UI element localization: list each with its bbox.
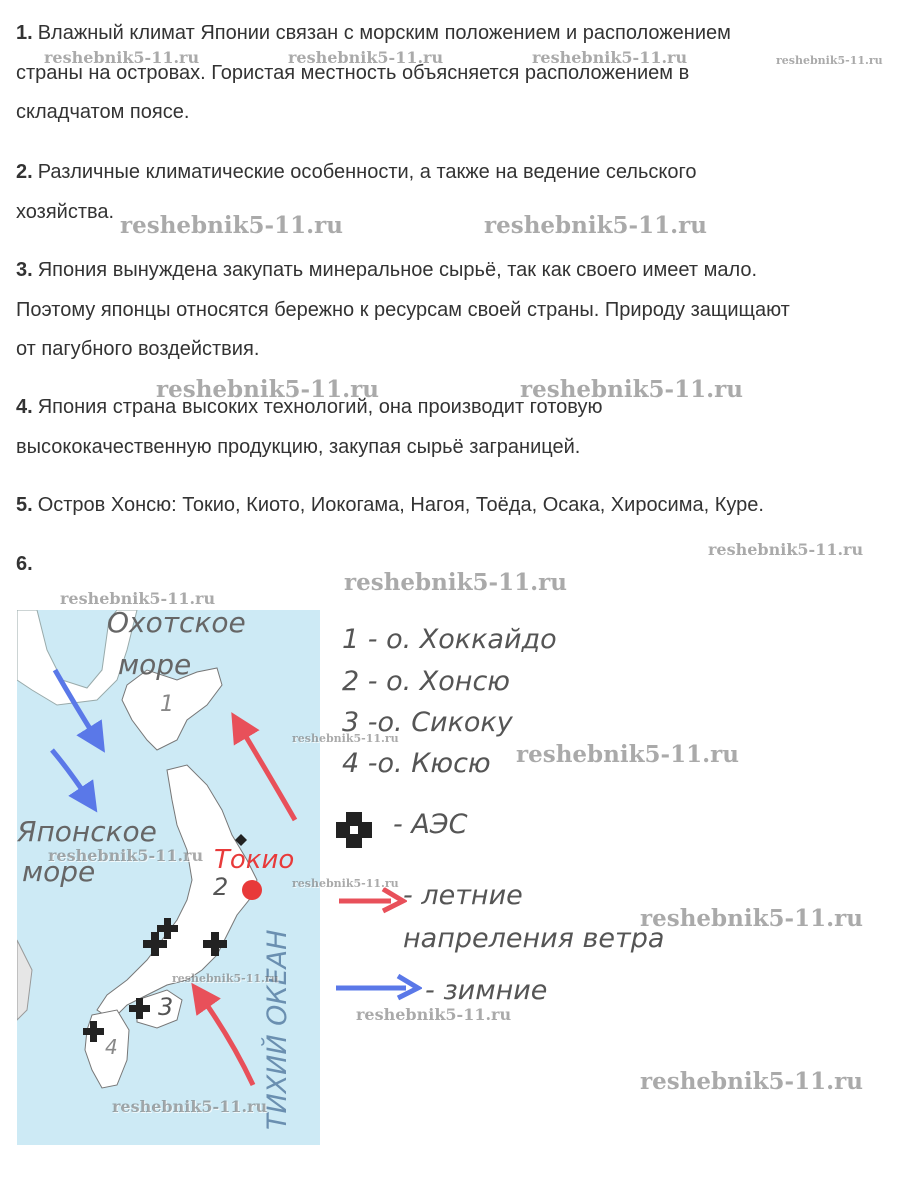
watermark: reshebnik5-11.ru <box>344 569 567 596</box>
legend-island: 3 -о. Сикоку <box>342 707 513 738</box>
answer-line: от пагубного воздействия. <box>16 338 260 360</box>
watermark: reshebnik5-11.ru <box>120 212 343 239</box>
answer-line: Остров Хонсю: Токио, Киото, Иокогама, Нагоя, Тоёда, Осака, Хиросима, Куре. <box>37 494 764 516</box>
legend-island: 4 -о. Кюсю <box>342 748 491 779</box>
legend-summer-label-2: напреления ветра <box>403 923 665 954</box>
answer-number: 2. <box>16 161 33 183</box>
answer-line: складчатом поясе. <box>16 101 190 123</box>
legend-nps-label: - АЭС <box>393 809 468 840</box>
japan-sea-label-2: море <box>22 855 96 888</box>
watermark: reshebnik5-11.ru <box>356 1005 512 1024</box>
watermark: reshebnik5-11.ru <box>60 589 216 608</box>
watermark: reshebnik5-11.ru <box>292 877 399 890</box>
tokyo-marker <box>242 880 262 900</box>
legend-winter-label: - зимние <box>425 975 548 1006</box>
pacific-ocean-label: ТИХИЙ ОКЕАН <box>262 929 293 1130</box>
legend-summer-label: - летние <box>403 880 523 911</box>
legend-island: 2 - о. Хонсю <box>342 666 511 697</box>
okhotsk-sea-label-1: Охотское <box>107 606 246 639</box>
answer-line: Япония страна высоких технологий, она производит готовую <box>37 396 603 418</box>
nps-legend-icon <box>330 806 378 854</box>
watermark: reshebnik5-11.ru <box>292 732 399 745</box>
answer-line: Влажный климат Японии связан с морским положением и расположением <box>37 22 731 44</box>
watermark: reshebnik5-11.ru <box>156 376 379 403</box>
answer-number: 1. <box>16 22 33 44</box>
watermark: reshebnik5-11.ru <box>708 540 864 559</box>
watermark: reshebnik5-11.ru <box>172 972 279 985</box>
answer-line: страны на островах. Гористая местность объясняется расположением в <box>16 61 690 84</box>
watermark: reshebnik5-11.ru <box>640 905 863 932</box>
answer-number: 4. <box>16 396 33 418</box>
japan-sea-label-1: Японское <box>17 815 157 848</box>
watermark: reshebnik5-11.ru <box>484 212 707 239</box>
winter-arrow-legend-icon <box>332 972 422 1002</box>
okhotsk-sea-label-2: море <box>118 648 192 681</box>
watermark: reshebnik5-11.ru <box>640 1068 863 1095</box>
watermark: reshebnik5-11.ru <box>288 48 444 67</box>
answer-number: 6. <box>16 553 33 575</box>
watermark: reshebnik5-11.ru <box>520 376 743 403</box>
answer-3 <box>16 251 906 370</box>
answer-line: хозяйства. <box>16 200 115 223</box>
watermark: reshebnik5-11.ru <box>112 1097 268 1116</box>
watermark: reshebnik5-11.ru <box>532 48 688 67</box>
legend-island: 1 - о. Хоккайдо <box>342 624 557 655</box>
answer-1 <box>16 14 906 133</box>
island-number: 1 <box>160 692 174 717</box>
island-number: 4 <box>105 1035 118 1059</box>
answer-number: 3. <box>16 259 33 281</box>
answer-number: 5. <box>16 494 33 516</box>
answer-line: Поэтому японцы относятся бережно к ресурсам своей страны. Природу защищают <box>16 298 790 321</box>
answer-5 <box>16 486 906 526</box>
answer-line: Япония вынуждена закупать минеральное сырьё, так как своего имеет мало. <box>37 259 758 281</box>
answer-4 <box>16 388 906 467</box>
answer-line: Различные климатические особенности, а также на ведение сельского <box>37 161 697 183</box>
island-number: 2 <box>213 873 229 901</box>
tokyo-label: Токио <box>214 845 295 875</box>
watermark: reshebnik5-11.ru <box>516 741 739 768</box>
watermark: reshebnik5-11.ru <box>44 48 200 67</box>
watermark: reshebnik5-11.ru <box>48 846 204 865</box>
watermark: reshebnik5-11.ru <box>776 54 883 67</box>
answer-line: высококачественную продукцию, закупая сырьё заграницей. <box>16 435 581 458</box>
island-number: 3 <box>158 993 174 1021</box>
